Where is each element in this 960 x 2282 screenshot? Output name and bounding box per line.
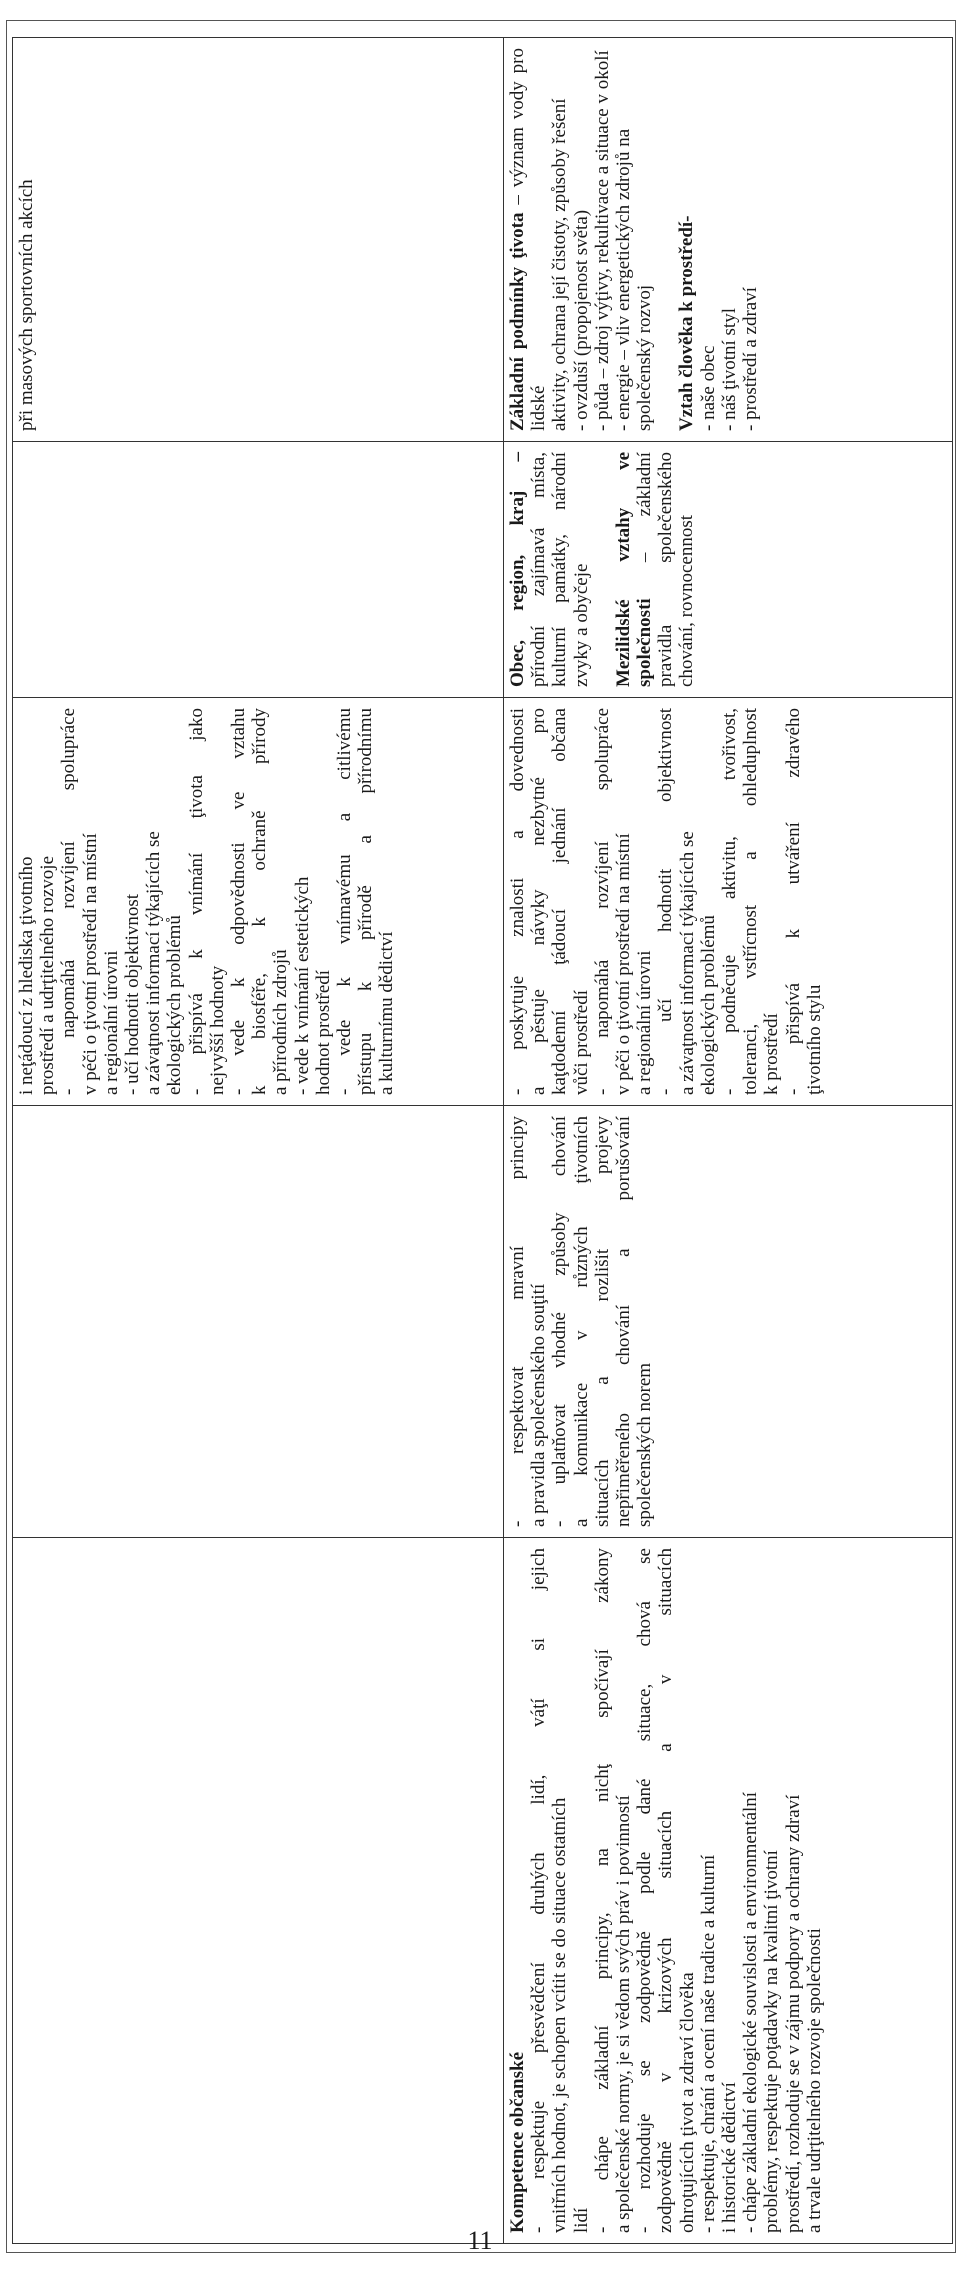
cell-text-line: problémy, respektuje poţadavky na kvalitní ţivotní [761, 1850, 783, 2233]
cell-text-line: lidí [570, 2207, 592, 2233]
cell-text-line: ekologických problémů [697, 915, 719, 1095]
cell-text-line: vůči prostředí [570, 989, 592, 1095]
cell-r1-crosscutting [13, 697, 504, 1105]
cell-text-line: k prostředí [761, 1013, 783, 1095]
cell-heading: Vztah člověka k prostředí- [676, 215, 698, 431]
cell-text-rest: – význam vody pro lidské [507, 43, 550, 431]
rotated-page [6, 20, 956, 2253]
cell-text-line: - vede k odpovědnosti ve vztahu [228, 708, 250, 1095]
cell-text-bold: Základní podmínky ţivota [507, 212, 528, 431]
cell-text-line: přírodní zajímavá místa, [528, 452, 550, 687]
cell-text-line: - podněcuje aktivitu, tvořivost, [719, 708, 741, 1095]
cell-heading: Kompetence občanské [507, 2051, 528, 2233]
cell-text-line: a společenské normy, je si vědom svých práv i povinností [613, 1795, 635, 2233]
cell-text-line: - chápe základní ekologické souvislosti a environmentální [740, 1791, 762, 2233]
cell-r1-outcomes [13, 1105, 504, 1537]
cell-text-line: ţivotního stylu [803, 984, 825, 1095]
cell-text-line: kaţdodenní ţádoucí jednání občana [549, 708, 571, 1095]
cell-text-line: vnitřních hodnot, je schopen vcítit se do situace ostatních [549, 1797, 571, 2233]
cell-r2-content [504, 37, 953, 441]
cell-text-line: - naše obec [697, 345, 719, 431]
cell-text-line: kulturní památky, národní [549, 452, 571, 687]
cell-text-line: prostředí a udrţitelného rozvoje [37, 855, 59, 1095]
cell-text-line: prostředí, rozhoduje se v zájmu podpory a ochrany zdraví [782, 1794, 804, 2233]
cell-text-line: - poskytuje znalosti a dovednosti [507, 708, 528, 1095]
cell-r2-outcomes [504, 1105, 953, 1537]
cell-text-line: - uplatňovat vhodné způsoby chování [549, 1116, 571, 1527]
cell-text-line: a závaţnost informací týkajících se [676, 831, 698, 1095]
cell-text-line: - náš ţivotní styl [718, 308, 740, 431]
cell-text-line: a regionální úrovni [100, 950, 122, 1095]
cell-r1-competence [13, 1537, 504, 2243]
cell-text-line: zvyky a obyčeje [570, 563, 592, 687]
cell-text-line: - učí hodnotit objektivnost [655, 708, 677, 1095]
cell-text-line: a pravidla společenského souţití [528, 1283, 550, 1527]
cell-text-line: v péči o ţivotní prostředí na místní [79, 833, 101, 1095]
cell-r2-topics [504, 441, 953, 697]
cell-text-line: a komunikace v různých ţivotních [570, 1116, 592, 1527]
curriculum-table [12, 37, 953, 2244]
cell-text-line: - prostředí a zdraví [740, 286, 762, 431]
cell-r1-topics [13, 441, 504, 697]
cell-text-line: k biosféře, k ochraně přírody [249, 708, 271, 1095]
cell-text-line [634, 452, 655, 687]
cell-text-line: - napomáhá rozvíjení spolupráce [591, 708, 613, 1095]
cell-text-line: - přispívá k vnímání ţivota jako [185, 708, 207, 1095]
cell-text-line: ohroţujících ţivot a zdraví člověka [676, 1972, 698, 2233]
cell-text-line: - ovzduší (propojenost světa) [570, 209, 592, 431]
cell-text-line: nepřiměřeného chování a porušování [613, 1116, 635, 1527]
cell-text-line: pravidla společenského [655, 452, 677, 687]
cell-text-line: - energie – vliv energetických zdrojů na společenský rozvoj [613, 124, 656, 431]
cell-text-rest: – základní [634, 452, 656, 599]
cell-text-line: - respektuje, chrání a ocení naše tradice a kulturní [697, 1854, 719, 2233]
cell-text-line: společenských norem [634, 1362, 656, 1527]
cell-text-line: při masových sportovních akcích [16, 179, 37, 431]
cell-heading: Mezilidské vztahy ve [612, 452, 634, 687]
cell-text-line: - učí hodnotit objektivnost [122, 893, 144, 1095]
cell-text-line: situacích a rozlišit projevy [591, 1116, 613, 1527]
cell-text-line: v péči o ţivotní prostředí na místní [613, 833, 635, 1095]
cell-text-line: - rozhoduje se zodpovědně podle dané situace, chová se [634, 1548, 656, 2233]
cell-text-line: - přispívá k utváření zdravého [782, 708, 804, 1095]
cell-text-line: i neţádoucí z hlediska ţivotního [16, 856, 37, 1095]
cell-text-line: aktivity, ochrana její čistoty, způsoby řešení [549, 98, 571, 431]
cell-text-line: - respektovat mravní principy [507, 1116, 528, 1527]
cell-text-line: - respektuje přesvědčení druhých lidí, váţí si jejich [528, 1548, 550, 2233]
cell-text-line: přístupu k přírodě a přírodnímu [355, 708, 377, 1095]
cell-text-line: a závaţnost informací týkajících se [143, 831, 165, 1095]
cell-r1-content [13, 37, 504, 441]
cell-r2-crosscutting [504, 697, 953, 1105]
cell-text-line: zodpovědně v krizových situacích a v situacích [655, 1548, 677, 2233]
cell-text-line: chování, rovnocennost [676, 514, 698, 687]
cell-r2-competence [504, 1537, 953, 2243]
blank-line [655, 48, 676, 431]
cell-text-line: - napomáhá rozvíjení spolupráce [58, 708, 80, 1095]
cell-text-line: - půda – zdroj výţivy, rekultivace a situace v okolí [591, 50, 613, 431]
page-number: 11 [467, 2226, 493, 2255]
cell-text-line: nejvyšší hodnoty [206, 965, 228, 1095]
cell-text-line: a přírodních zdrojů [270, 949, 292, 1095]
cell-text-line: i historické dědictví [719, 2082, 741, 2233]
cell-text-line: a regionální úrovni [634, 950, 656, 1095]
cell-text-line: a pěstuje návyky nezbytné pro [528, 708, 550, 1095]
cell-text-line: toleranci, vstřícnost a ohleduplnost [740, 708, 762, 1095]
cell-text-line: ekologických problémů [164, 915, 186, 1095]
cell-text-line: a trvale udrţitelného rozvoje společnosti [803, 1928, 825, 2233]
blank-line [592, 452, 613, 687]
cell-text-line: a kulturnímu dědictví [376, 931, 398, 1095]
cell-heading: Obec, region, kraj – [507, 452, 528, 687]
cell-text-line: - vede k vnímání estetických [291, 876, 313, 1095]
cell-text-line: - chápe základní principy, na nichţ spočívají zákony [591, 1548, 613, 2233]
cell-text-line: - vede k vnímavému a citlivému [334, 708, 356, 1095]
cell-text-line [507, 43, 550, 431]
cell-text-bold: společnosti [634, 598, 656, 687]
cell-text-line: hodnot prostředí [312, 969, 334, 1095]
